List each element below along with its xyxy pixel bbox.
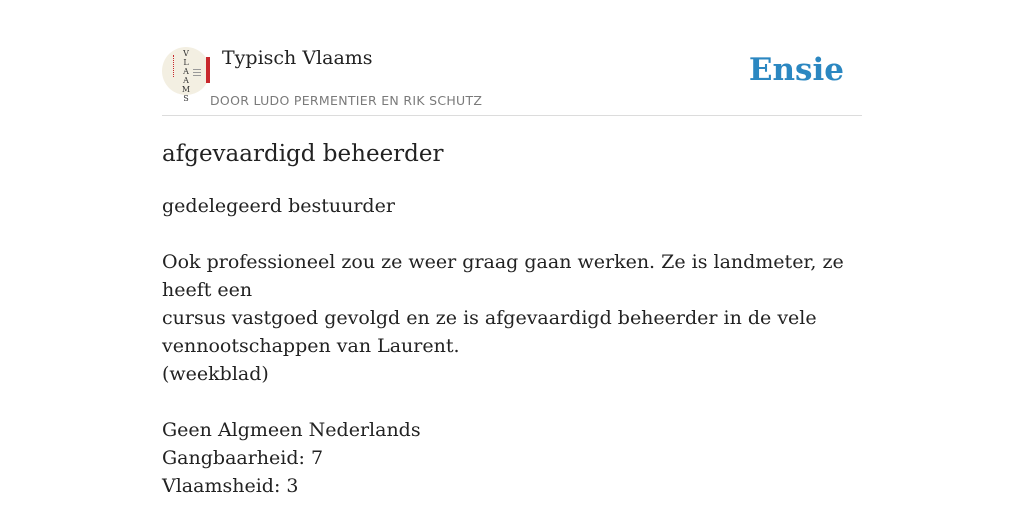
avatar-logo-letters: V L A A M S	[181, 49, 191, 103]
publication-avatar[interactable]	[162, 47, 210, 103]
entry-body	[162, 192, 862, 500]
entry-vlaamsheid: Vlaamsheid: 3	[162, 475, 299, 497]
spacer	[162, 388, 862, 416]
entry-gangbaarheid: Gangbaarheid: 7	[162, 447, 324, 469]
example-line-3: vennootschappen van Laurent.	[162, 335, 460, 357]
entry-classification: Geen Algmeen Nederlands	[162, 419, 421, 441]
entry-synonym: gedelegeerd bestuurder	[162, 195, 395, 217]
publication-byline: DOOR LUDO PERMENTIER EN RIK SCHUTZ	[210, 93, 483, 108]
ensie-logo[interactable]: Ensie	[748, 52, 844, 88]
avatar-red-bar	[206, 57, 210, 83]
publication-title[interactable]: Typisch Vlaams	[222, 47, 373, 69]
avatar-red-accent	[173, 55, 180, 77]
entry-content	[162, 136, 862, 500]
spacer	[162, 220, 862, 248]
avatar-text-lines	[193, 69, 201, 70]
example-line-1: Ook professioneel zou ze weer graag gaan werken. Ze is landmeter, ze heeft een	[162, 251, 844, 301]
example-source: (weekblad)	[162, 363, 269, 385]
example-line-2: cursus vastgoed gevolgd en ze is afgevaardigd beheerder in de vele	[162, 307, 817, 329]
entry-term: afgevaardigd beheerder	[162, 141, 444, 167]
publication-header	[162, 40, 862, 116]
